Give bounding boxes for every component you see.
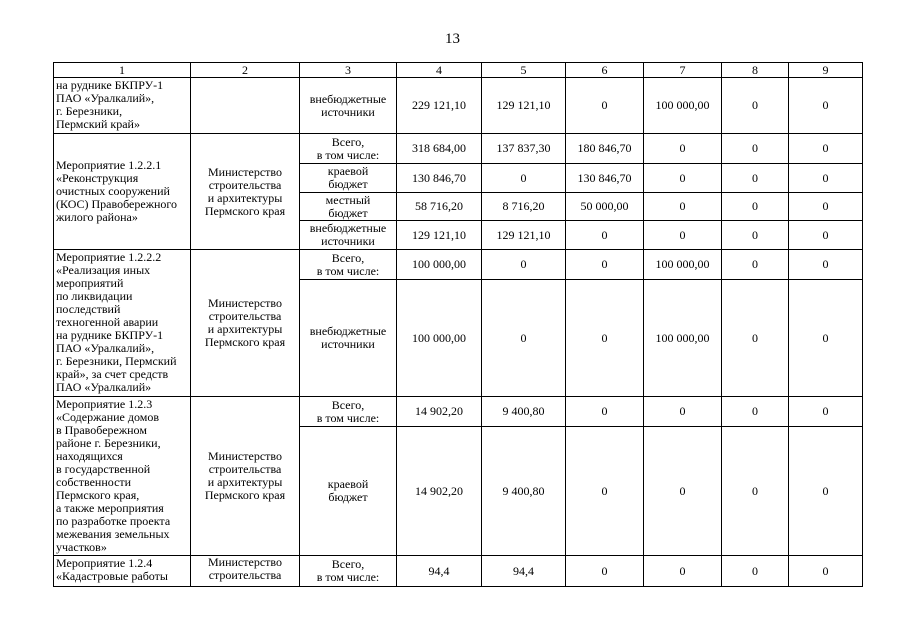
- executor: Министерство строительства и архитектуры Пермского края: [191, 397, 300, 556]
- amount-cell: 14 902,20: [397, 427, 482, 556]
- funding-source: Всего, в том числе:: [300, 556, 397, 587]
- page-number: 13: [445, 31, 460, 47]
- amount-cell: 0: [789, 134, 863, 164]
- amount-cell: 0: [722, 556, 789, 587]
- table-row: [54, 78, 863, 134]
- column-number: 3: [300, 63, 397, 78]
- amount-cell: 0: [722, 427, 789, 556]
- column-number: 1: [54, 63, 191, 78]
- column-number: 9: [789, 63, 863, 78]
- amount-cell: 0: [566, 280, 644, 397]
- amount-cell: 0: [722, 78, 789, 134]
- amount-cell: 0: [722, 280, 789, 397]
- amount-cell: 0: [482, 280, 566, 397]
- amount-cell: 0: [644, 221, 722, 250]
- funding-source: местный бюджет: [300, 193, 397, 221]
- column-number: 5: [482, 63, 566, 78]
- column-number-row: [54, 63, 863, 78]
- table-row: [54, 556, 863, 587]
- amount-cell: 0: [789, 164, 863, 193]
- amount-cell: 9 400,80: [482, 427, 566, 556]
- amount-cell: 180 846,70: [566, 134, 644, 164]
- amount-cell: 318 684,00: [397, 134, 482, 164]
- activity-name: Мероприятие 1.2.2.2 «Реализация иных мероприятий по ликвидации последствий техногенной аварии на руднике БКПРУ-1 ПАО «Уралкалий», г. Березники, Пермский край», за счет средств ПАО «Уралкалий»: [54, 250, 191, 397]
- activity-name: Мероприятие 1.2.3 «Содержание домов в Правобережном районе г. Березники, находящихся в государственной собственности Пермского края, а также мероприятия по разработке проекта межевания земельных участков»: [54, 397, 191, 556]
- activity-name: на руднике БКПРУ-1 ПАО «Уралкалий», г. Березники, Пермский край»: [54, 78, 191, 134]
- funding-source: внебюджетные источники: [300, 280, 397, 397]
- amount-cell: 229 121,10: [397, 78, 482, 134]
- amount-cell: 0: [566, 397, 644, 427]
- amount-cell: 0: [644, 556, 722, 587]
- amount-cell: 0: [722, 164, 789, 193]
- funding-source: внебюджетные источники: [300, 221, 397, 250]
- column-number: 6: [566, 63, 644, 78]
- amount-cell: 0: [789, 427, 863, 556]
- amount-cell: 94,4: [482, 556, 566, 587]
- funding-source: Всего, в том числе:: [300, 250, 397, 280]
- amount-cell: 0: [566, 556, 644, 587]
- amount-cell: 0: [722, 134, 789, 164]
- amount-cell: 0: [789, 250, 863, 280]
- table-row: [54, 397, 863, 427]
- executor: Министерство строительства и архитектуры Пермского края: [191, 250, 300, 397]
- amount-cell: 100 000,00: [644, 280, 722, 397]
- amount-cell: 130 846,70: [397, 164, 482, 193]
- amount-cell: 0: [789, 221, 863, 250]
- funding-source: краевой бюджет: [300, 427, 397, 556]
- amount-cell: 100 000,00: [397, 250, 482, 280]
- amount-cell: 0: [644, 164, 722, 193]
- amount-cell: 14 902,20: [397, 397, 482, 427]
- funding-source: Всего, в том числе:: [300, 397, 397, 427]
- amount-cell: 137 837,30: [482, 134, 566, 164]
- amount-cell: 0: [644, 427, 722, 556]
- funding-source: внебюджетные источники: [300, 78, 397, 134]
- financing-table: [53, 62, 863, 587]
- amount-cell: 0: [566, 221, 644, 250]
- amount-cell: 0: [566, 250, 644, 280]
- amount-cell: 129 121,10: [482, 78, 566, 134]
- amount-cell: 0: [566, 78, 644, 134]
- amount-cell: 94,4: [397, 556, 482, 587]
- amount-cell: 0: [722, 250, 789, 280]
- table-row: [54, 250, 863, 280]
- activity-name: Мероприятие 1.2.4 «Кадастровые работы: [54, 556, 191, 587]
- amount-cell: 100 000,00: [644, 250, 722, 280]
- column-number: 7: [644, 63, 722, 78]
- amount-cell: 58 716,20: [397, 193, 482, 221]
- amount-cell: 50 000,00: [566, 193, 644, 221]
- column-number: 8: [722, 63, 789, 78]
- amount-cell: 0: [789, 280, 863, 397]
- amount-cell: 100 000,00: [644, 78, 722, 134]
- amount-cell: 0: [789, 78, 863, 134]
- amount-cell: 0: [482, 164, 566, 193]
- executor: Министерство строительства: [191, 556, 300, 587]
- amount-cell: 129 121,10: [397, 221, 482, 250]
- executor: Министерство строительства и архитектуры Пермского края: [191, 134, 300, 250]
- column-number: 2: [191, 63, 300, 78]
- amount-cell: 8 716,20: [482, 193, 566, 221]
- table-row: [54, 134, 863, 164]
- amount-cell: 0: [722, 193, 789, 221]
- amount-cell: 0: [644, 134, 722, 164]
- amount-cell: 129 121,10: [482, 221, 566, 250]
- amount-cell: 0: [644, 193, 722, 221]
- amount-cell: 100 000,00: [397, 280, 482, 397]
- amount-cell: 9 400,80: [482, 397, 566, 427]
- activity-name: Мероприятие 1.2.2.1 «Реконструкция очистных сооружений (КОС) Правобережного жилого района»: [54, 134, 191, 250]
- amount-cell: 0: [482, 250, 566, 280]
- amount-cell: 0: [789, 397, 863, 427]
- amount-cell: 0: [789, 556, 863, 587]
- amount-cell: 0: [566, 427, 644, 556]
- amount-cell: 0: [789, 193, 863, 221]
- funding-source: Всего, в том числе:: [300, 134, 397, 164]
- amount-cell: 0: [644, 397, 722, 427]
- funding-source: краевой бюджет: [300, 164, 397, 193]
- amount-cell: 130 846,70: [566, 164, 644, 193]
- column-number: 4: [397, 63, 482, 78]
- executor: [191, 78, 300, 134]
- amount-cell: 0: [722, 397, 789, 427]
- amount-cell: 0: [722, 221, 789, 250]
